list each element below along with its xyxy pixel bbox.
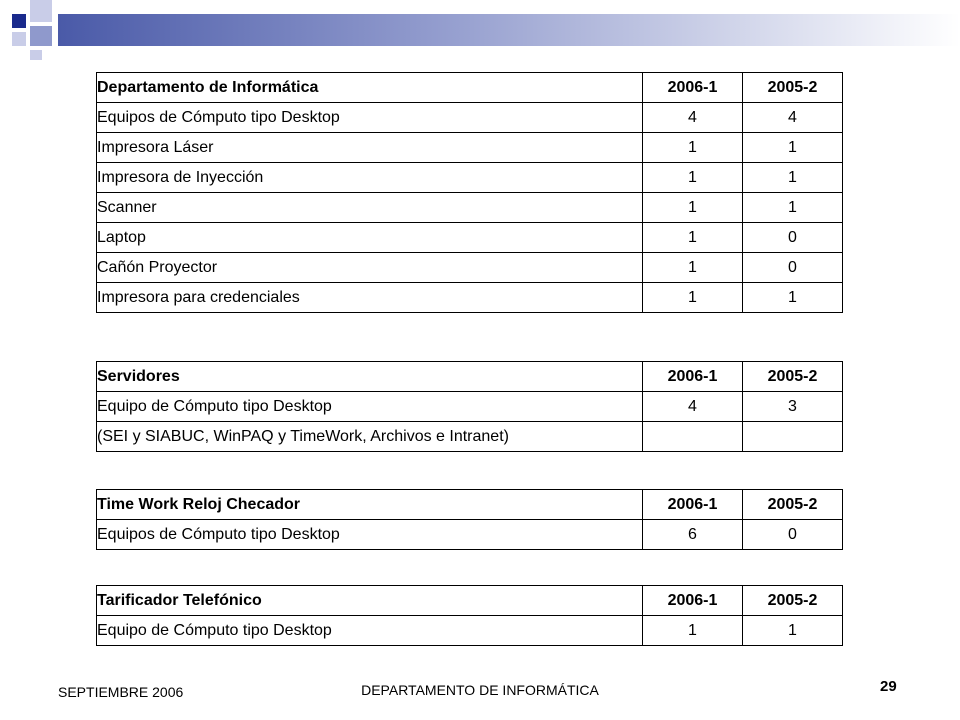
row-label: Impresora Láser [97,133,643,163]
table-header-col2: 2005-2 [743,362,843,392]
table-row [97,103,843,133]
row-value-2005-2: 3 [743,392,843,422]
row-value-2006-1: 1 [643,616,743,646]
row-value-2005-2: 1 [743,616,843,646]
row-value-2005-2: 1 [743,193,843,223]
row-value-2006-1: 1 [643,193,743,223]
row-value-2005-2 [743,422,843,452]
row-label: Equipo de Cómputo tipo Desktop [97,392,643,422]
table-servidores [96,361,843,452]
table-tarificador [96,585,843,646]
row-value-2005-2: 0 [743,253,843,283]
table-row [97,283,843,313]
table-header-row [97,490,843,520]
row-value-2006-1: 4 [643,103,743,133]
row-value-2006-1: 1 [643,283,743,313]
row-label: Scanner [97,193,643,223]
table-header-col1: 2006-1 [643,586,743,616]
row-value-2005-2: 1 [743,283,843,313]
decorative-square-small [30,50,42,60]
row-value-2006-1: 4 [643,392,743,422]
table-header-row [97,586,843,616]
page-number: 29 [880,678,897,695]
table-header-row [97,73,843,103]
table-row [97,253,843,283]
table-header-col1: 2006-1 [643,73,743,103]
row-value-2005-2: 0 [743,223,843,253]
row-value-2006-1: 1 [643,253,743,283]
table-row [97,163,843,193]
decorative-square-mid [30,26,52,46]
table-header-col2: 2005-2 [743,490,843,520]
table-header-col1: 2006-1 [643,362,743,392]
table-row [97,616,843,646]
decorative-square-dark [12,14,26,28]
table-header-label: Tarificador Telefónico [97,586,643,616]
row-value-2006-1 [643,422,743,452]
table-departamento-informatica [96,72,843,313]
table-row [97,133,843,163]
row-value-2005-2: 1 [743,163,843,193]
row-label: (SEI y SIABUC, WinPAQ y TimeWork, Archivos e Intranet) [97,422,643,452]
table-header-label: Servidores [97,362,643,392]
table-row [97,193,843,223]
row-value-2005-2: 4 [743,103,843,133]
table-header-col2: 2005-2 [743,586,843,616]
decorative-square-light [30,0,52,22]
header-gradient-bar [58,14,960,46]
row-label: Equipos de Cómputo tipo Desktop [97,103,643,133]
table-header-label: Departamento de Informática [97,73,643,103]
row-value-2006-1: 1 [643,223,743,253]
footer-date: SEPTIEMBRE 2006 [58,684,184,700]
table-row [97,520,843,550]
table-time-work [96,489,843,550]
row-label: Equipo de Cómputo tipo Desktop [97,616,643,646]
row-label: Impresora para credenciales [97,283,643,313]
table-row [97,392,843,422]
table-header-label: Time Work Reloj Checador [97,490,643,520]
row-label: Equipos de Cómputo tipo Desktop [97,520,643,550]
row-label: Cañón Proyector [97,253,643,283]
row-label: Laptop [97,223,643,253]
row-value-2005-2: 0 [743,520,843,550]
decorative-square-light-lower [12,32,26,46]
footer-title: DEPARTAMENTO DE INFORMÁTICA [361,682,599,698]
row-value-2006-1: 1 [643,163,743,193]
row-label: Impresora de Inyección [97,163,643,193]
table-row [97,223,843,253]
row-value-2006-1: 6 [643,520,743,550]
table-header-col2: 2005-2 [743,73,843,103]
row-value-2006-1: 1 [643,133,743,163]
table-header-col1: 2006-1 [643,490,743,520]
table-row [97,422,843,452]
row-value-2005-2: 1 [743,133,843,163]
table-header-row [97,362,843,392]
